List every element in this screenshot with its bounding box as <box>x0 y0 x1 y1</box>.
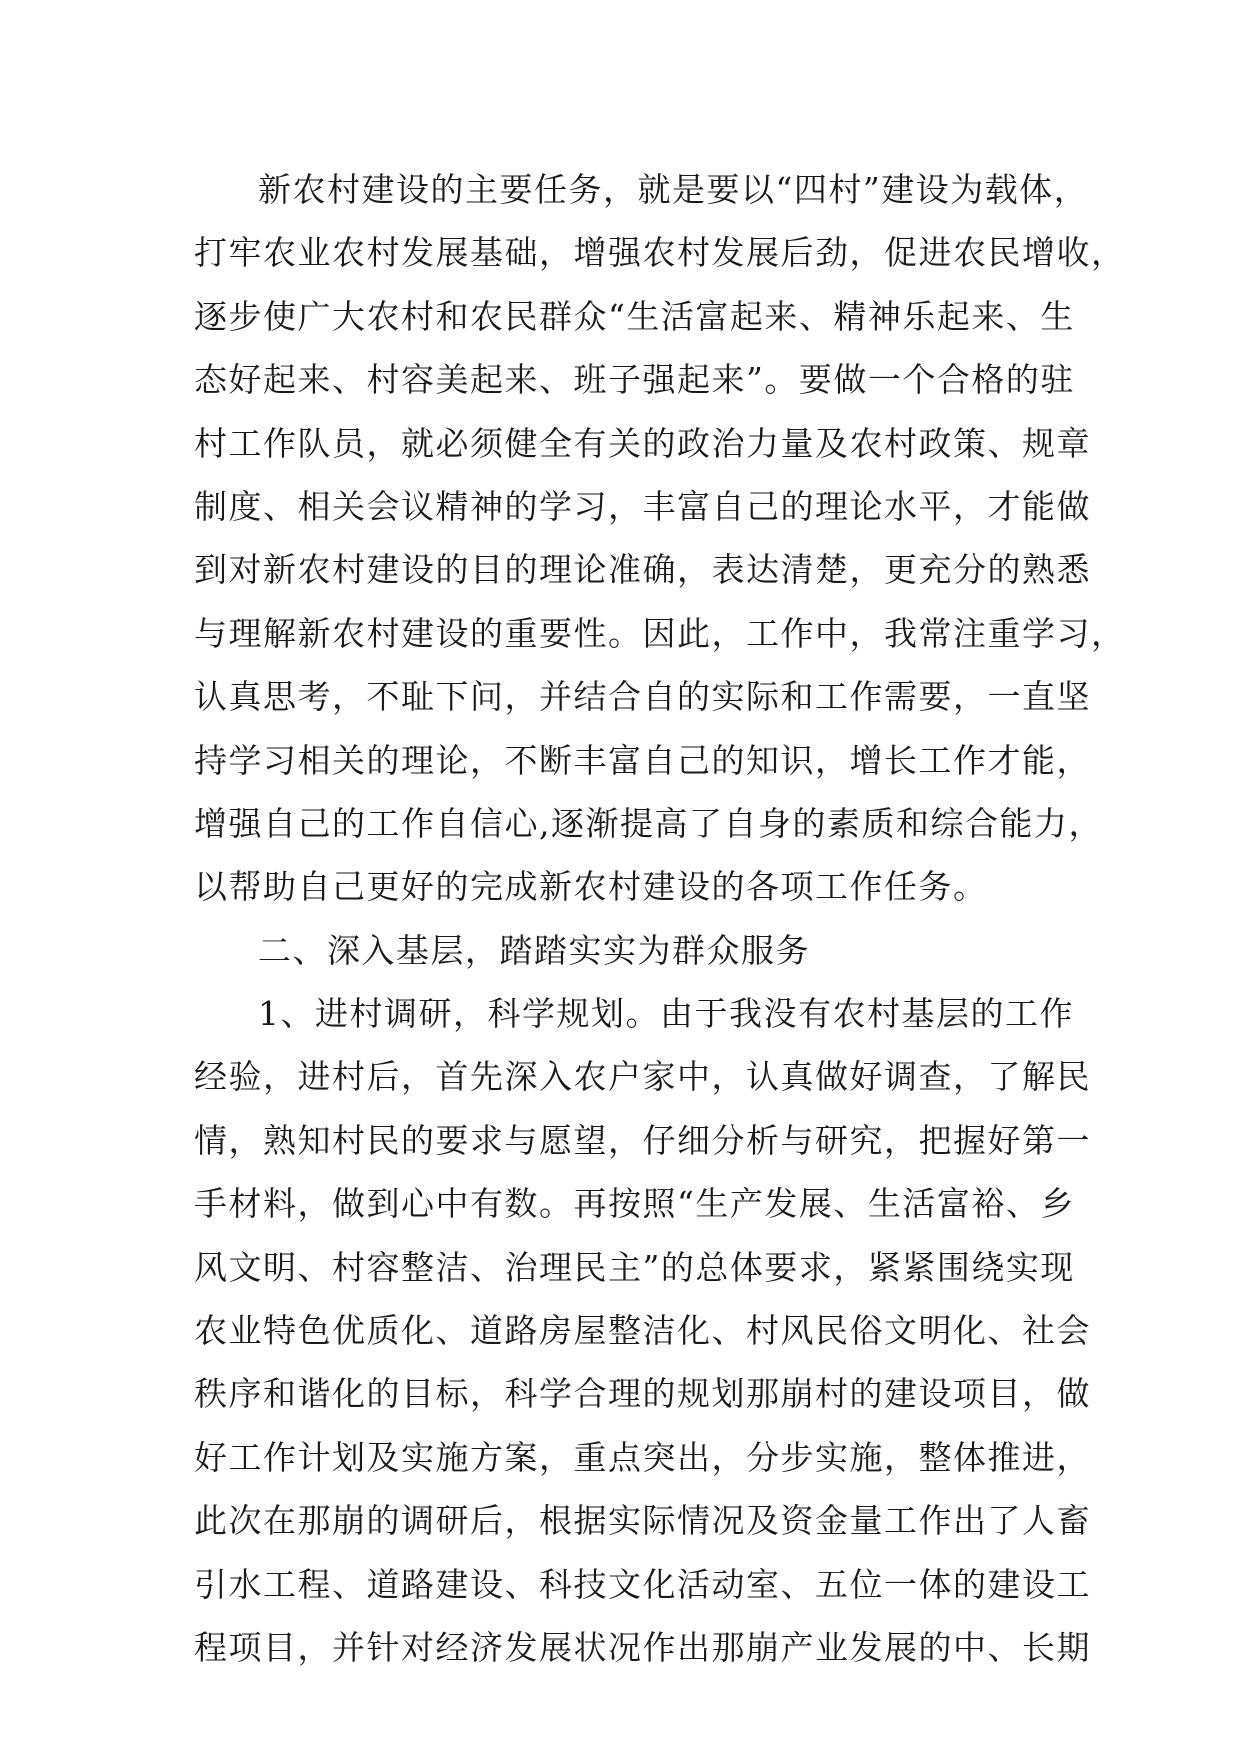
text-line: 秩序和谐化的目标，科学合理的规划那崩村的建设项目，做 <box>194 1374 1091 1414</box>
text-line: 新农村建设的主要任务，就是要以“四村”建设为载体， <box>258 170 1089 209</box>
text-line: 逐步使广大农村和农民群众“生活富起来、精神乐起来、生 <box>194 296 1075 336</box>
text-line: 此次在那崩的调研后，根据实际情况及资金量工作出了人畜 <box>194 1501 1091 1541</box>
text-line: 经验，进村后，首先深入农户家中，认真做好调查，了解民 <box>194 1057 1091 1097</box>
text-line: 增强自己的工作自信心,逐渐提高了自身的素质和综合能力， <box>194 803 1103 843</box>
text-line: 以帮助自己更好的完成新农村建设的各项工作任务。 <box>194 867 988 907</box>
text-line: 农业特色优质化、道路房屋整洁化、村风民俗文明化、社会 <box>194 1311 1091 1351</box>
text-line: 情，熟知村民的要求与愿望，仔细分析与研究，把握好第一 <box>194 1120 1091 1160</box>
text-line: 1、进村调研，科学规划。由于我没有农村基层的工作 <box>258 994 1074 1034</box>
body-text <box>194 158 1126 1679</box>
text-line: 到对新农村建设的目的理论准确，表达清楚，更充分的熟悉 <box>194 550 1091 590</box>
text-line: 引水工程、道路建设、科技文化活动室、五位一体的建设工 <box>194 1564 1091 1604</box>
text-line: 认真思考，不耻下问，并结合自的实际和工作需要，一直坚 <box>194 677 1091 717</box>
text-line: 与理解新农村建设的重要性。因此，工作中，我常注重学习， <box>194 613 1126 653</box>
text-line: 持学习相关的理论，不断丰富自己的知识，增长工作才能， <box>194 740 1091 780</box>
text-line: 态好起来、村容美起来、班子强起来”。要做一个合格的驻 <box>194 360 1075 400</box>
text-line: 制度、相关会议精神的学习，丰富自己的理论水平，才能做 <box>194 486 1091 526</box>
text-line: 风文明、村容整洁、治理民主”的总体要求，紧紧围绕实现 <box>194 1247 1075 1287</box>
text-line: 手材料，做到心中有数。再按照“生产发展、生活富裕、乡 <box>194 1184 1075 1224</box>
text-line: 程项目，并针对经济发展状况作出那崩产业发展的中、长期 <box>194 1627 1091 1667</box>
section-heading: 二、深入基层，踏踏实实为群众服务 <box>258 930 810 970</box>
text-line: 村工作队员，就必须健全有关的政治力量及农村政策、规章 <box>194 423 1091 463</box>
text-line: 打牢农业农村发展基础，增强农村发展后劲，促进农民增收， <box>194 233 1126 273</box>
text-line: 好工作计划及实施方案，重点突出，分步实施，整体推进， <box>194 1437 1091 1477</box>
